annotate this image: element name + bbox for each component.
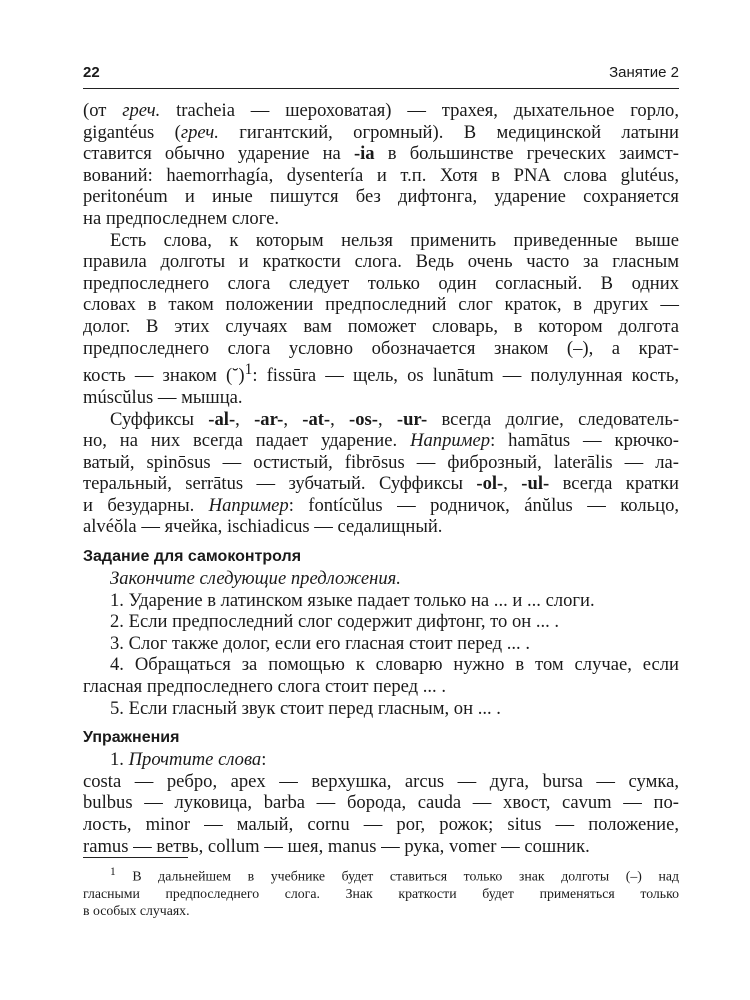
word-list-line: costa — ребро, apex — верхушка, arcus — дуга, bursa — сумка, (83, 770, 679, 792)
question-2: 2. Если предпоследний слог содержит дифтонг, то он ... . (110, 611, 560, 633)
footnote-line: гласными предпоследнего слога. Знак краткости будет применяться только (83, 886, 679, 901)
section-heading-exercises: Упражнения (83, 729, 180, 747)
exercise-task-colon: : (261, 749, 267, 771)
footnote-rule (83, 857, 188, 858)
text-line: правила долготы и краткости слога. Ведь очень часто за гласным (83, 251, 679, 273)
question-3: 3. Слог также долог, если его гласная стоит перед ... . (110, 632, 530, 654)
header-rule (83, 88, 679, 89)
footnote-marker: 1 (110, 866, 116, 878)
text-line: gigantéus (греч. гигантский, огромный). В медицинской латыни (83, 121, 679, 143)
instruction (83, 568, 679, 590)
section-heading-self-control: Задание для самоконтроля (83, 548, 302, 566)
exercise-1-title (83, 749, 679, 771)
body-text (83, 100, 679, 857)
footnote-line: в особых случаях. (83, 903, 190, 919)
text-line: словах в таком положении предпоследний слог краток, в других — (83, 294, 679, 316)
paragraph-3 (83, 409, 679, 539)
spacer (83, 538, 679, 546)
word-list-line: bulbus — луковица, barba — борода, cauda — хвост, cavum — по- (83, 792, 679, 814)
text-line: peritonéum и иные пишутся без дифтонга, ударение сохраняется (83, 186, 679, 208)
footnote-line (83, 864, 679, 885)
question-4-line-1: 4. Обращаться за помощью к словарю нужно в том случае, если (110, 654, 679, 676)
text-line: и безударны. Например: fontícŭlus — родничок, ánŭlus — кольцо, (83, 494, 680, 516)
text-line: alvéŏla — ячейка, ischiadicus — седалищный. (83, 516, 443, 538)
question-4-line-2: гласная предпоследнего слога стоит перед ... . (83, 676, 446, 698)
running-header (83, 64, 679, 86)
question-5: 5. Если гласный звук стоит перед гласным, он ... . (110, 697, 501, 719)
page-number: 22 (83, 64, 100, 81)
text-line: (от греч. tracheia — шероховатая) — трахея, дыхательное горло, (83, 100, 679, 121)
text-line: Суффиксы -al-, -ar-, -at-, -os-, -ur- всегда долгие, следователь- (110, 408, 680, 430)
text-line: кость — знаком (˘)$^1$: fissūra — щель, os lunātum — полулунная кость, (83, 361, 679, 387)
footnote-text: В дальнейшем в учебнике будет ставиться только знак долготы (–) над (115, 868, 679, 884)
exercise-task: Прочтите слова (128, 749, 262, 771)
text-line: но, на них всегда падает ударение. Например: hamātus — крючко- (83, 430, 679, 452)
exercise-number: 1. (110, 749, 124, 771)
footnote (83, 864, 679, 920)
text-line: ватый, spinōsus — остистый, fibrōsus — фиброзный, laterālis — ла- (83, 451, 679, 473)
text-line: вований: haemorrhagía, dysentería и т.п. Хотя в PNA слова glutéus, (83, 164, 679, 186)
question-1: 1. Ударение в латинском языке падает только на ... и ... слоги. (110, 589, 595, 611)
spacer (83, 719, 679, 727)
instruction-text: Закончите следующие предложения. (110, 568, 401, 590)
text-line: долог. В этих случаях вам поможет словарь, в котором долгота (83, 315, 679, 337)
word-list-line: лость, minor — малый, cornu — рог, рожок; situs — положение, (83, 814, 679, 835)
paragraph-1 (83, 100, 679, 230)
text-line: Есть слова, к которым нельзя применить приведенные выше (110, 229, 679, 251)
text-line: на предпоследнем слоге. (83, 207, 280, 229)
text-line: предпоследнего слога условно обозначается знаком (–), а крат- (83, 337, 679, 359)
text-line: múscŭlus — мышца. (83, 386, 243, 408)
word-list-line: ramus — ветвь, collum — шея, manus — рука, vomer — сошник. (83, 835, 590, 857)
text-line: предпоследнего слога следует только один согласный. В одних (83, 272, 679, 294)
text-line: теральный, serrātus — зубчатый. Суффиксы -ol-, -ul- всегда кратки (83, 473, 679, 495)
chapter-title: Занятие 2 (609, 64, 679, 81)
paragraph-2 (83, 230, 679, 409)
text-line: ставится обычно ударение на -ia в большинстве греческих заимст- (83, 143, 679, 165)
